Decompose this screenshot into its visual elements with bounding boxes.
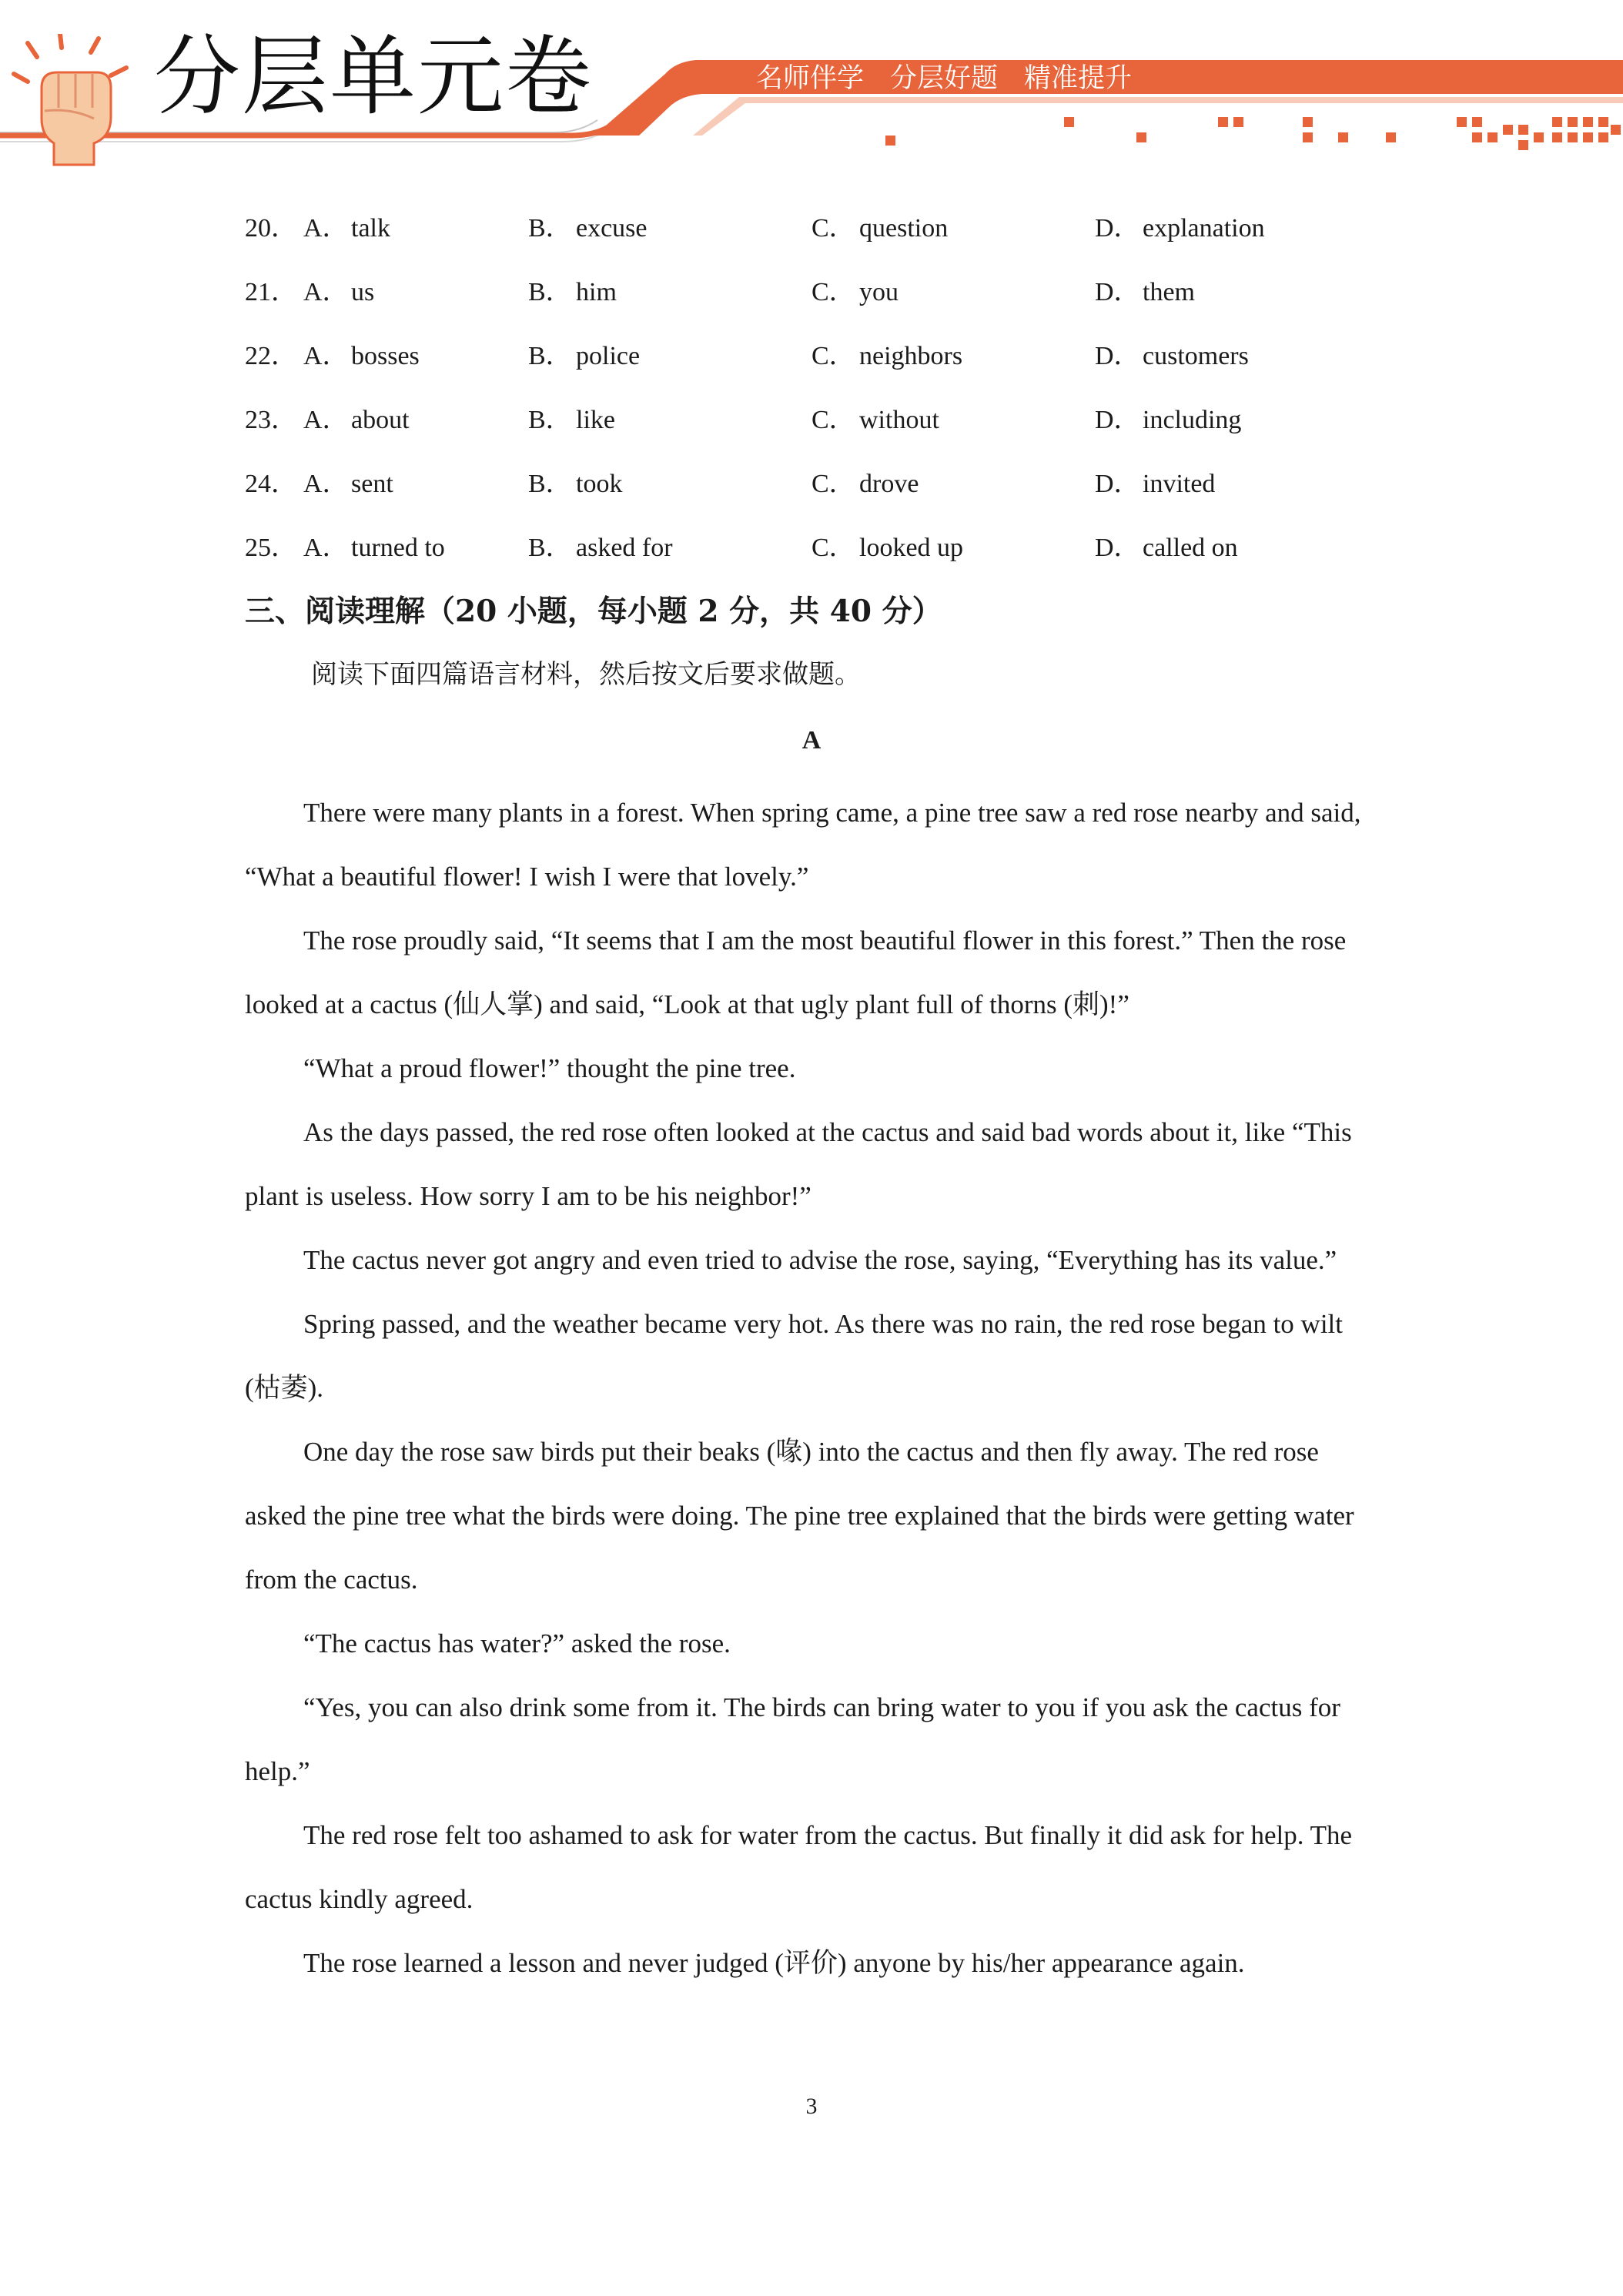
option-letter: A． [303,534,349,562]
option-text: question [859,214,949,243]
passage-paragraph: The rose proudly said, “It seems that I am the most beautiful flower in this forest.” Then the rose looked at a cactus (仙人掌) and said, “Look at that ugly plant full of thorns (刺)!” [245,925,1347,1019]
passage-label: A [801,726,822,755]
option-b [528,337,640,376]
option-c [812,209,948,248]
option-text: turned to [351,534,445,562]
passage-paragraph: Spring passed, and the weather became very hot. As there was no rain, the red rose began to wilt (枯萎). [245,1309,1343,1403]
option-letter: B． [528,342,572,370]
reading-passage [245,781,1378,1995]
option-letter: D． [1095,278,1140,306]
question-options-row [245,209,1400,248]
option-d [1095,337,1249,376]
option-text: sent [351,470,393,498]
option-text: police [576,342,641,370]
passage-paragraph: “What a proud flower!” thought the pine tree. [303,1053,796,1083]
question-options-row [245,529,1400,567]
question-number: 20． [245,214,297,243]
option-letter: A． [303,214,349,243]
option-c [812,273,899,312]
option-text: excuse [576,214,648,243]
question-number: 21． [245,278,297,306]
question-number: 23． [245,406,297,434]
section-instruction: 阅读下面四篇语言材料，然后按文后要求做题。 [311,659,861,690]
option-b [528,465,622,504]
option-text: called on [1143,534,1238,562]
header-slogan [756,62,1158,95]
option-d [1095,401,1241,440]
option-a [303,465,393,504]
page-header [0,0,1623,177]
passage-paragraph: The cactus never got angry and even tried to advise the rose, saying, “Everything has its value.” [303,1245,1337,1275]
option-text: asked for [576,534,673,562]
option-text: him [576,278,617,306]
option-a [303,337,420,376]
option-letter: C． [812,406,855,434]
option-a [303,209,390,248]
option-letter: A． [303,278,349,306]
option-letter: C． [812,342,855,370]
option-b [528,273,617,312]
option-letter: D． [1095,470,1140,498]
option-text: bosses [351,342,420,370]
passage-paragraph: The rose learned a lesson and never judged (评价) anyone by his/her appearance again. [303,1948,1245,1978]
option-d [1095,529,1238,567]
option-letter: C． [812,278,855,306]
option-text: neighbors [859,342,963,370]
passage-paragraph: The red rose felt too ashamed to ask for water from the cactus. But finally it did ask for help. The cactus kindly agreed. [245,1820,1352,1914]
option-c [812,337,962,376]
option-a [303,401,410,440]
slogan-item: 分层好题 [890,63,999,94]
option-letter: D． [1095,406,1140,434]
slogan-item: 名师伴学 [756,63,865,94]
option-text: drove [859,470,919,498]
question-options-row [245,465,1400,504]
option-letter: B． [528,470,572,498]
option-letter: A． [303,342,349,370]
option-text: invited [1143,470,1216,498]
option-text: them [1143,278,1195,306]
passage-paragraph: “Yes, you can also drink some from it. The birds can bring water to you if you ask the cactus for help.” [245,1692,1340,1786]
option-d [1095,273,1195,312]
passage-paragraph: There were many plants in a forest. When spring came, a pine tree saw a red rose nearby and said, “What a beautiful flower! I wish I were that lovely.” [245,798,1361,892]
option-letter: B． [528,278,572,306]
question-number: 22． [245,342,297,370]
option-text: including [1143,406,1242,434]
passage-paragraph: One day the rose saw birds put their beaks (喙) into the cactus and then fly away. The red rose asked the pine tree what the birds were doing. The pine tree explained that the birds were getting water from the cactus. [245,1437,1354,1595]
option-letter: D． [1095,214,1140,243]
option-text: you [859,278,899,306]
option-text: like [576,406,615,434]
option-letter: C． [812,534,855,562]
option-text: explanation [1143,214,1265,243]
option-text: took [576,470,623,498]
option-letter: B． [528,214,572,243]
option-c [812,529,963,567]
option-d [1095,209,1265,248]
page-number: 3 [805,2094,818,2119]
option-letter: B． [528,406,572,434]
option-text: customers [1143,342,1249,370]
option-letter: C． [812,470,855,498]
option-letter: C． [812,214,855,243]
option-letter: D． [1095,534,1140,562]
section-title: 三、阅读理解（20 小题，每小题 2 分，共 40 分） [245,594,942,629]
option-b [528,209,648,248]
option-b [528,401,615,440]
option-d [1095,465,1215,504]
option-a [303,273,374,312]
brand-title: 分层单元卷 [154,27,593,127]
question-options-row [245,273,1400,312]
option-letter: A． [303,470,349,498]
option-letter: B． [528,534,572,562]
option-c [812,465,919,504]
option-letter: D． [1095,342,1140,370]
question-options-row [245,337,1400,376]
question-options-row [245,401,1400,440]
option-text: us [351,278,375,306]
slogan-item: 精准提升 [1024,63,1133,94]
option-text: talk [351,214,390,243]
passage-paragraph: “The cactus has water?” asked the rose. [303,1628,731,1658]
option-letter: A． [303,406,349,434]
option-text: looked up [859,534,964,562]
passage-paragraph: As the days passed, the red rose often looked at the cactus and said bad words about it, like “This plant is useless. How sorry I am to be his neighbor!” [245,1117,1352,1211]
option-c [812,401,939,440]
option-a [303,529,445,567]
option-b [528,529,673,567]
fist-logo-icon [11,34,142,169]
option-text: about [351,406,410,434]
option-text: without [859,406,939,434]
question-number: 25． [245,534,297,562]
question-number: 24． [245,470,297,498]
